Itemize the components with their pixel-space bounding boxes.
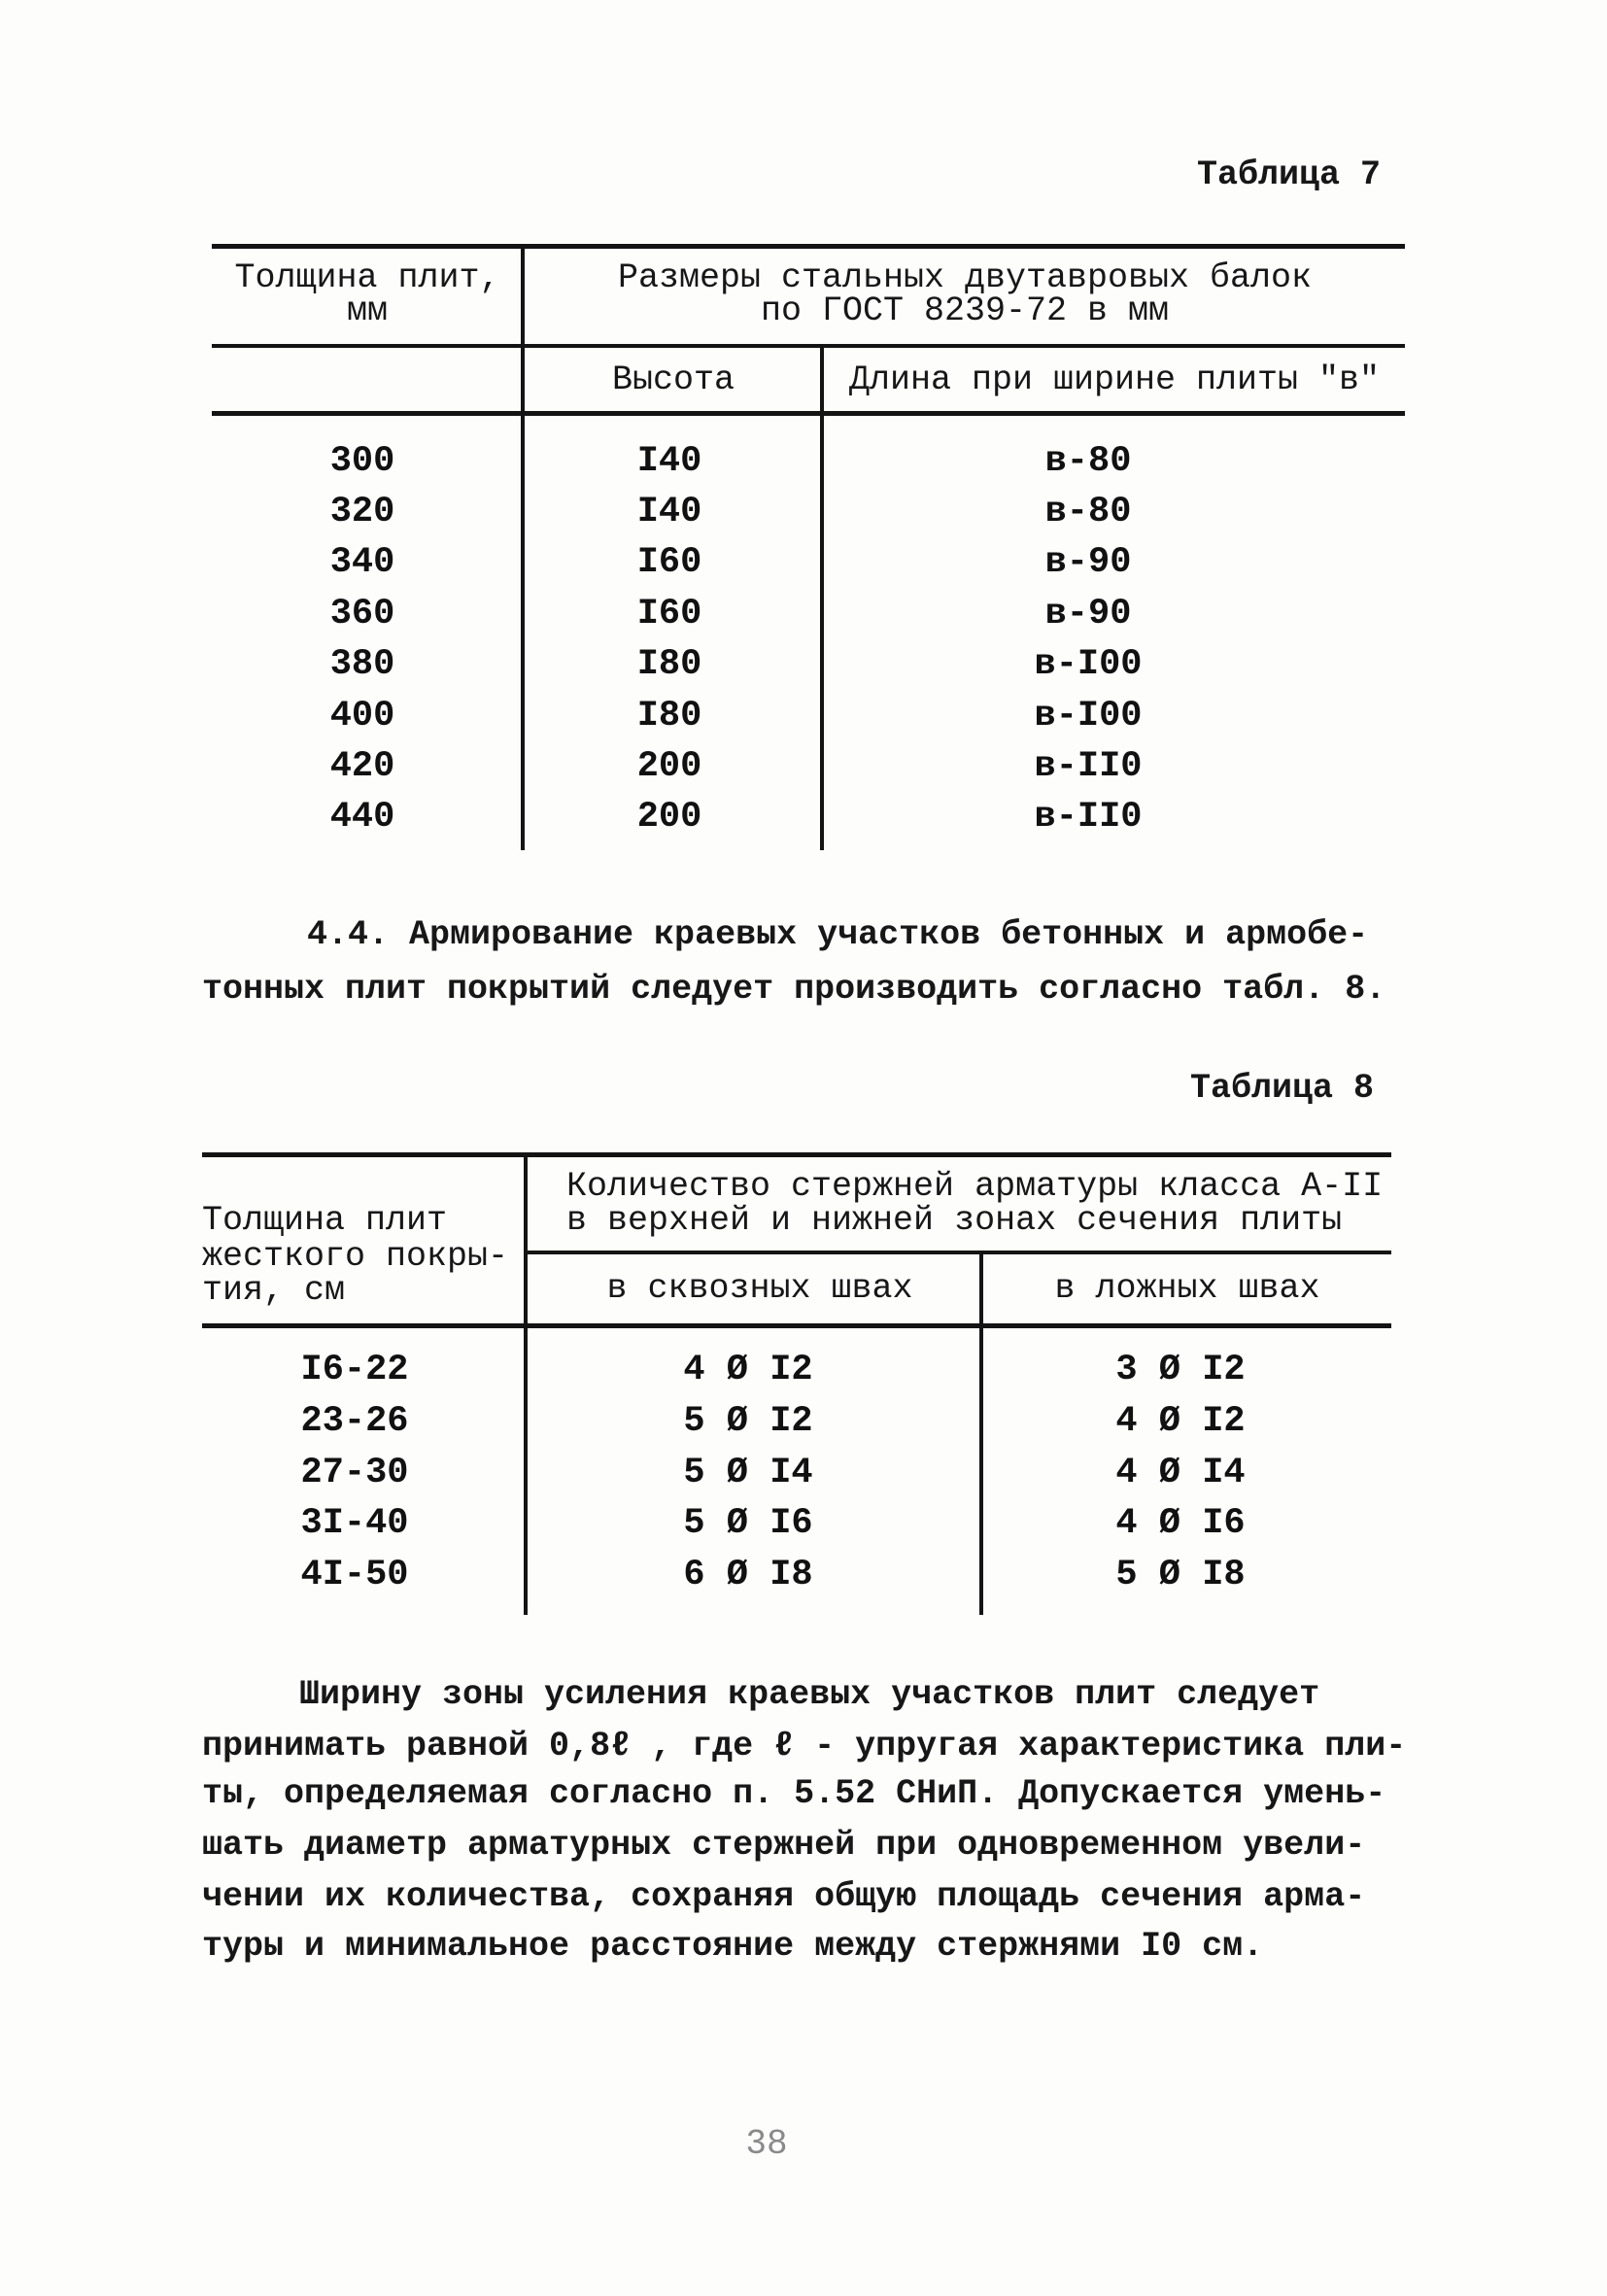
table-8-cell-through-joints: 4 Ø I2 xyxy=(683,1350,813,1390)
table-8-top-rule xyxy=(202,1152,1391,1157)
page-number: 38 xyxy=(745,2124,788,2164)
table-7-cell-height: I40 xyxy=(636,441,702,482)
paragraph-line: чении их количества, сохраняя общую площадь сечения арма- xyxy=(202,1877,1366,1916)
table-8-header-bar-count: Количество стержней арматуры класса А-II xyxy=(566,1167,1384,1206)
table-8-header-bar-count-zones: в верхней и нижней зонах сечения плиты xyxy=(566,1201,1343,1240)
table-8-header-false-joints: в ложных швах xyxy=(1054,1269,1320,1308)
table-7-cell-thickness: 440 xyxy=(329,797,395,838)
table-7-header-thickness: Толщина плит, xyxy=(234,258,500,297)
table-7-cell-height: I60 xyxy=(636,542,702,583)
paragraph-line: Ширину зоны усиления краевых участков плит следует xyxy=(299,1675,1320,1714)
table-7-cell-thickness: 360 xyxy=(329,594,395,634)
paragraph-line: ты, определяемая согласно п. 5.52 СНиП. Допускается умень- xyxy=(202,1774,1386,1813)
table-8-header-thickness: жесткого покры- xyxy=(202,1237,509,1276)
table-8-cell-false-joints: 4 Ø I2 xyxy=(1115,1401,1246,1442)
table-7-header-beam-sizes-standard: по ГОСТ 8239-72 в мм xyxy=(760,291,1170,330)
table-7-cell-length: в-90 xyxy=(1044,542,1132,583)
table-8-header-rule xyxy=(202,1323,1391,1328)
table-8-header-thickness: Толщина плит xyxy=(202,1201,448,1240)
table-7-cell-length: в-II0 xyxy=(1034,797,1143,838)
table-7-cell-thickness: 380 xyxy=(329,644,395,685)
table-7-cell-length: в-90 xyxy=(1044,594,1132,634)
table-8-cell-thickness: 4I-50 xyxy=(300,1555,409,1595)
paragraph-line: тонных плит покрытий следует производить согласно табл. 8. xyxy=(202,970,1386,1009)
table-8-cell-false-joints: 5 Ø I8 xyxy=(1115,1555,1246,1595)
table-7-subheader-rule xyxy=(212,411,1405,416)
table-7-cell-length: в-II0 xyxy=(1034,746,1143,787)
table-8-header-through-joints: в сквозных швах xyxy=(606,1269,913,1308)
table-8-cell-thickness: 23-26 xyxy=(300,1401,409,1442)
table-7-cell-thickness: 420 xyxy=(329,746,395,787)
table-7-cell-thickness: 320 xyxy=(329,492,395,532)
table-8-cell-false-joints: 3 Ø I2 xyxy=(1115,1350,1246,1390)
table-7-cell-thickness: 300 xyxy=(329,441,395,482)
table-7-cell-height: 200 xyxy=(636,797,702,838)
table-8-caption: Таблица 8 xyxy=(1190,1069,1375,1108)
table-7-header-length: Длина при ширине плиты "в" xyxy=(848,360,1381,399)
table-8-cell-through-joints: 5 Ø I4 xyxy=(683,1453,813,1493)
table-7-cell-length: в-I00 xyxy=(1034,644,1143,685)
table-8-group-rule xyxy=(526,1251,1391,1254)
table-7-cell-thickness: 400 xyxy=(329,696,395,737)
table-7-caption: Таблица 7 xyxy=(1197,155,1382,194)
table-7-cell-height: I40 xyxy=(636,492,702,532)
table-8-cell-thickness: 27-30 xyxy=(300,1453,409,1493)
table-7-cell-height: 200 xyxy=(636,746,702,787)
table-7-cell-height: I80 xyxy=(636,696,702,737)
table-7-cell-length: в-80 xyxy=(1044,492,1132,532)
table-7-cell-length: в-80 xyxy=(1044,441,1132,482)
table-7-header-rule xyxy=(212,344,1405,348)
table-8-cell-thickness: I6-22 xyxy=(300,1350,409,1390)
table-8-cell-false-joints: 4 Ø I4 xyxy=(1115,1453,1246,1493)
paragraph-line: 4.4. Армирование краевых участков бетонных и армобе- xyxy=(307,915,1369,954)
paragraph-line: туры и минимальное расстояние между стержнями I0 см. xyxy=(202,1927,1264,1966)
table-7-header-beam-sizes: Размеры стальных двутавровых балок xyxy=(617,258,1313,297)
table-7-cell-length: в-I00 xyxy=(1034,696,1143,737)
table-8-cell-through-joints: 5 Ø I2 xyxy=(683,1401,813,1442)
table-7-cell-thickness: 340 xyxy=(329,542,395,583)
table-7-header-thickness-unit: мм xyxy=(346,291,388,330)
paragraph-line: шать диаметр арматурных стержней при одновременном увели- xyxy=(202,1826,1366,1865)
table-8-cell-through-joints: 5 Ø I6 xyxy=(683,1503,813,1544)
table-8-cell-thickness: 3I-40 xyxy=(300,1503,409,1544)
table-7-header-height: Высота xyxy=(611,360,735,399)
table-7-top-rule xyxy=(212,244,1405,249)
table-7-cell-height: I80 xyxy=(636,644,702,685)
table-8-cell-false-joints: 4 Ø I6 xyxy=(1115,1503,1246,1544)
paragraph-line: принимать равной 0,8ℓ , где ℓ - упругая характеристика пли- xyxy=(202,1727,1407,1765)
table-8-cell-through-joints: 6 Ø I8 xyxy=(683,1555,813,1595)
table-8-header-thickness-unit: тия, см xyxy=(202,1271,346,1310)
table-7-cell-height: I60 xyxy=(636,594,702,634)
